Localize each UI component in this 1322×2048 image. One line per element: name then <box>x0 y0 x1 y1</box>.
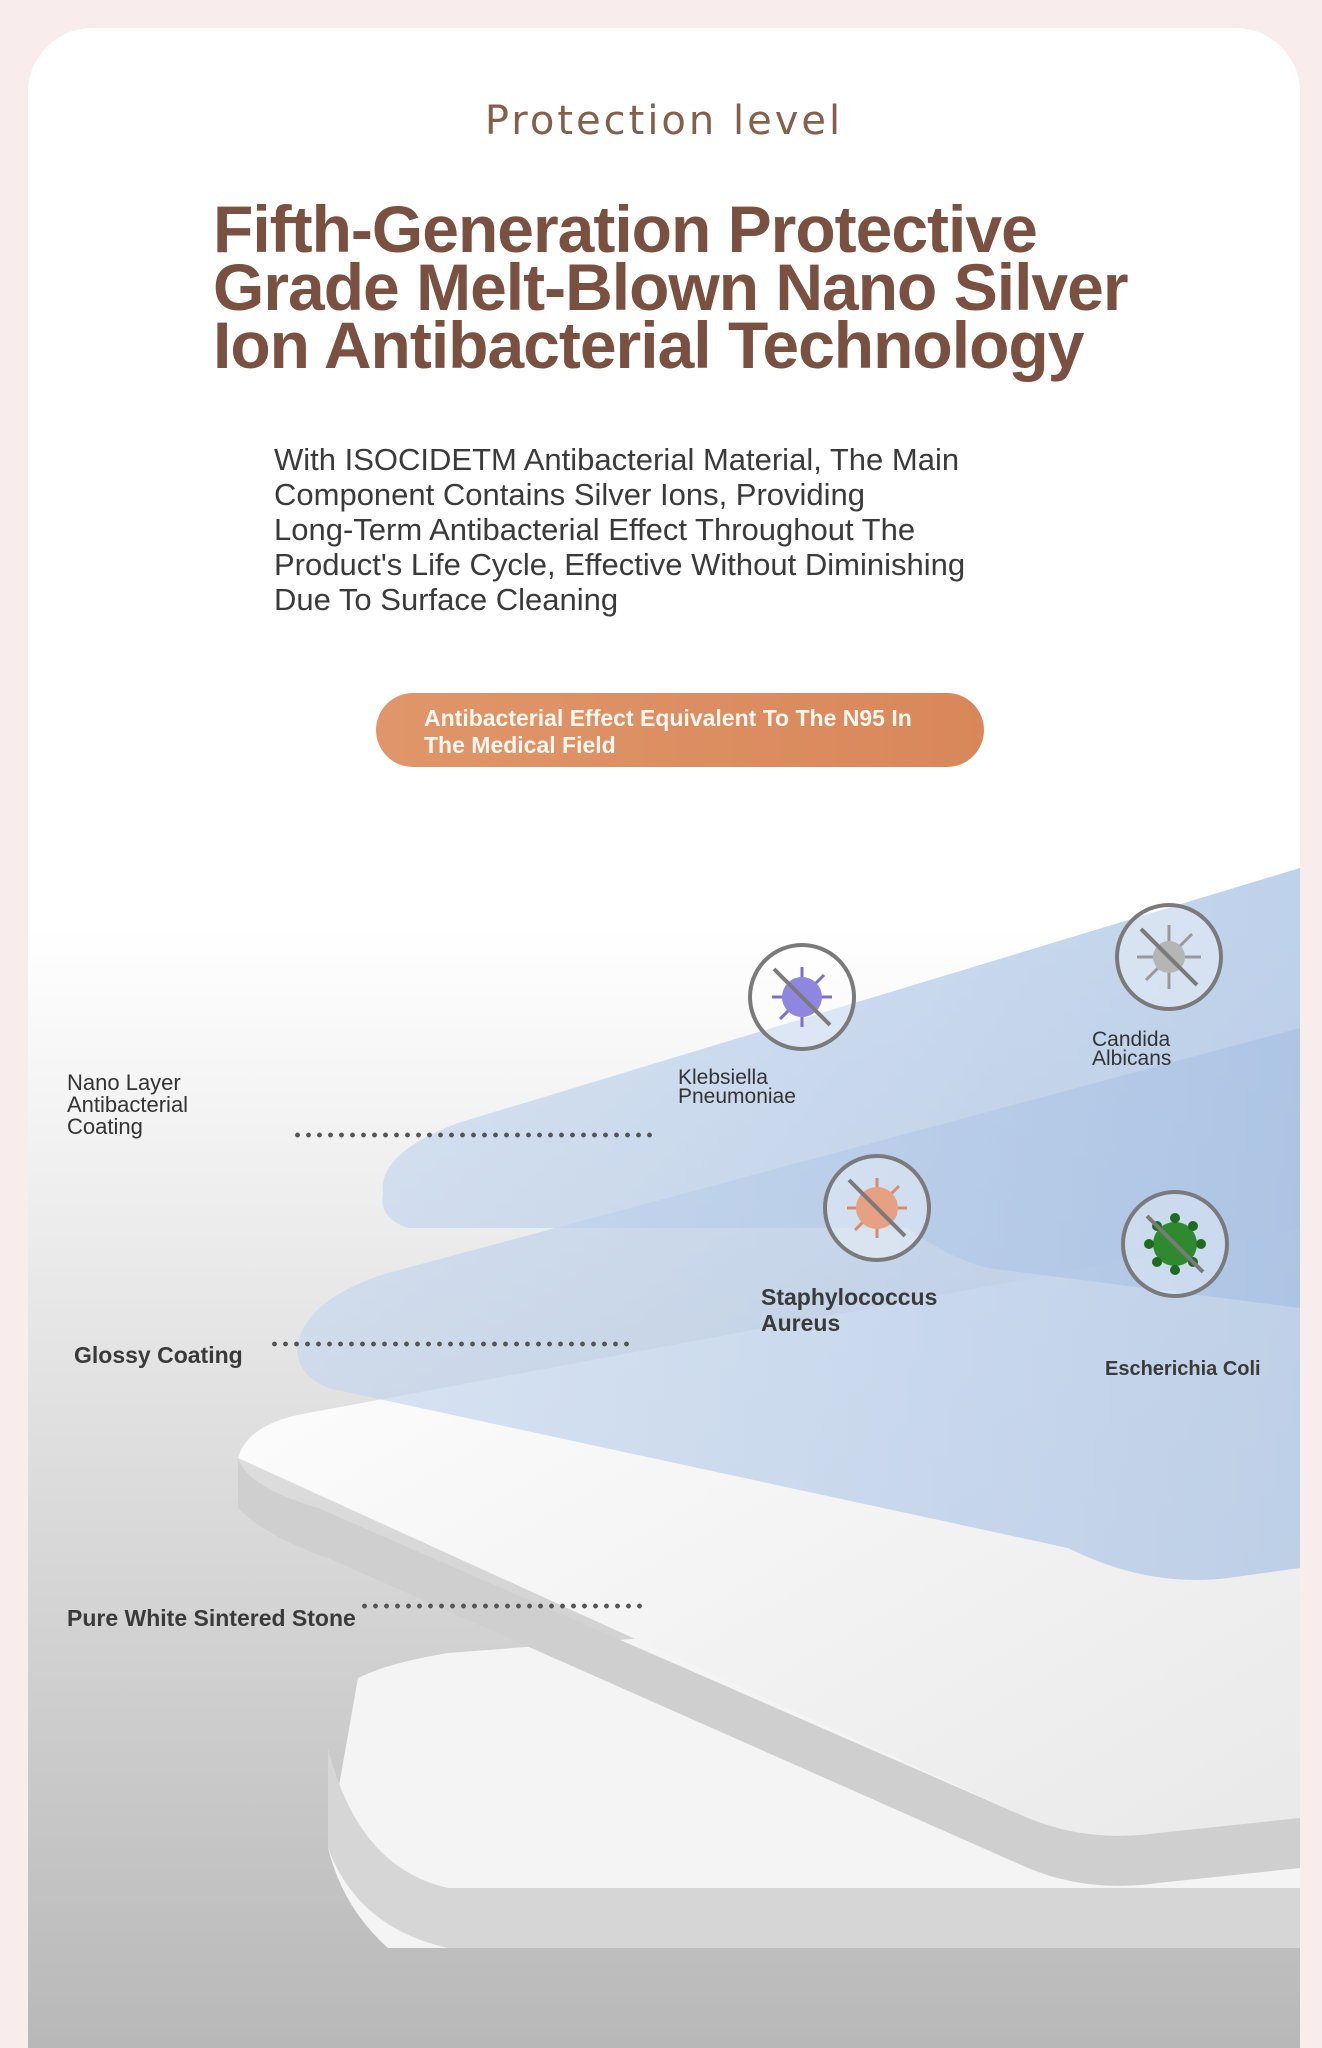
escherichia-label: Escherichia Coli <box>1105 1358 1261 1380</box>
label-line: Staphylococcus <box>761 1284 938 1310</box>
glossy-coating-leader <box>269 1341 629 1347</box>
headline-line: Ion Antibacterial Technology <box>213 308 1084 382</box>
description-line: Long-Term Antibacterial Effect Throughout The <box>274 512 916 547</box>
headline-line: Grade Melt-Blown Nano Silver <box>213 250 1128 324</box>
klebsiella-label <box>678 1068 796 1106</box>
glossy-coating-label: Glossy Coating <box>74 1342 243 1368</box>
nano-layer-leader <box>292 1132 652 1138</box>
label-line: Antibacterial <box>67 1092 189 1117</box>
description-line: With ISOCIDETM Antibacterial Material, The Main <box>274 442 960 477</box>
headline-line: Fifth-Generation Protective <box>213 192 1037 266</box>
klebsiella-icon <box>748 943 856 1051</box>
n95-badge <box>376 693 984 767</box>
label-line: Albicans <box>1092 1047 1172 1070</box>
headline <box>213 192 1213 382</box>
content-card <box>28 28 1300 2048</box>
description-line: Product's Life Cycle, Effective Without Diminishing <box>274 547 966 582</box>
candida-icon <box>1115 903 1223 1011</box>
description <box>274 442 1104 617</box>
label-line: Klebsiella <box>678 1066 768 1089</box>
label-line: Pneumoniae <box>678 1085 796 1108</box>
sintered-stone-leader <box>359 1603 645 1609</box>
label-line: Candida <box>1092 1028 1171 1051</box>
staphylococcus-icon <box>823 1154 931 1262</box>
description-line: Component Contains Silver Ions, Providing <box>274 477 866 512</box>
badge-line: Antibacterial Effect Equivalent To The N95 In <box>424 705 912 731</box>
label-line: Nano Layer <box>67 1070 181 1095</box>
candida-label <box>1092 1030 1171 1068</box>
label-line: Aureus <box>761 1310 841 1336</box>
eyebrow-label: Protection level <box>484 98 844 144</box>
sintered-stone-label: Pure White Sintered Stone <box>67 1605 356 1631</box>
escherichia-icon <box>1121 1190 1229 1298</box>
staphylococcus-label <box>761 1284 937 1336</box>
label-line: Coating <box>67 1114 143 1139</box>
nano-layer-label <box>67 1072 188 1138</box>
description-line: Due To Surface Cleaning <box>274 582 619 617</box>
badge-line: The Medical Field <box>424 732 616 758</box>
